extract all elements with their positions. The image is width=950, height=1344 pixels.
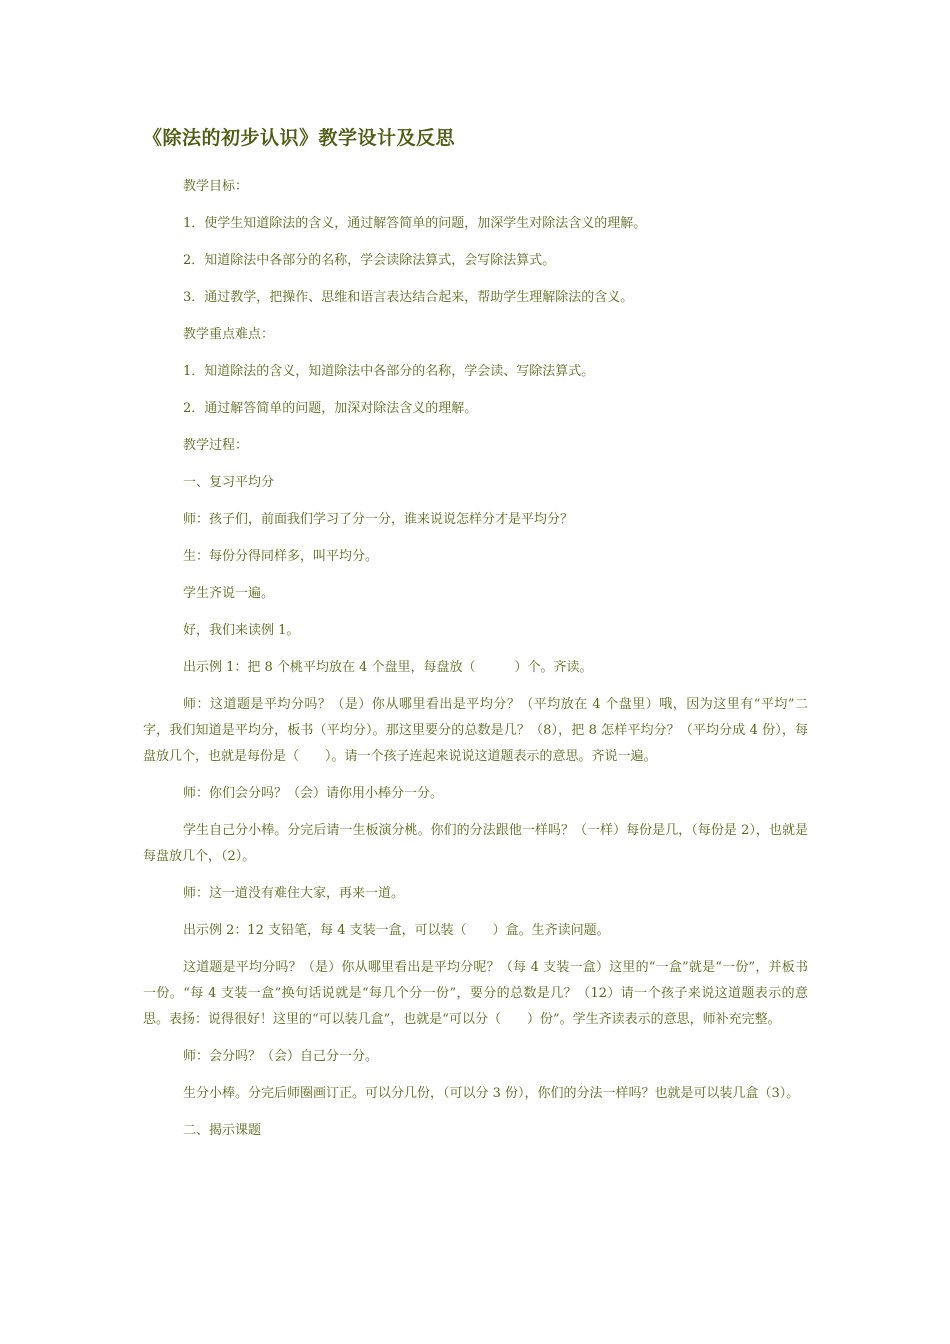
- paragraph-key-points-heading: 教学重点难点：: [183, 327, 275, 342]
- paragraph-teaching-goals-heading: 教学目标：: [183, 179, 249, 194]
- paragraph-example-1: 出示例 1：把 8 个桃平均放在 4 个盘里，每盘放（ ）个。齐读。: [183, 660, 593, 675]
- document-body: [143, 174, 808, 1144]
- paragraph-dialogue: 师：这一道没有难住大家，再来一道。: [183, 886, 405, 901]
- paragraph-dialogue: 师：这道题是平均分吗？（是）你从哪里看出是平均分？（平均放在 4 个盘里）哦，因为这里有“平均”二字，我们知道是平均分，板书（平均分）。那这里要分的总数是几？（8），把 8 怎样平均分？（平均分成 4 份），每盘放几个，也就是每份是（ ）。请一个孩子连起来说说这道题表示的意思。齐说一遍。: [143, 697, 808, 764]
- document-page: [143, 122, 808, 1155]
- paragraph-section-2-heading: 二、揭示课题: [183, 1123, 262, 1138]
- paragraph-dialogue: 好，我们来读例 1。: [183, 623, 300, 638]
- paragraph-process-heading: 教学过程：: [183, 438, 249, 453]
- paragraph-dialogue: 这道题是平均分吗？（是）你从哪里看出是平均分呢？（每 4 支装一盒）这里的“一盒”就是“一份”，并板书一份。“每 4 支装一盒”换句话说就是“每几个分一份”，要分的总数是几？（12）请一个孩子来说这道题表示的意思。表扬：说得很好！这里的“可以装几盒”，也就是“可以分（ ）份”。学生齐读表示的意思，师补充完整。: [143, 960, 808, 1027]
- paragraph-dialogue: 师：孩子们，前面我们学习了分一分，谁来说说怎样分才是平均分？: [183, 512, 574, 527]
- document-title: 《除法的初步认识》教学设计及反思: [143, 127, 456, 149]
- paragraph-dialogue: 学生自己分小棒。分完后请一生板演分桃。你们的分法跟他一样吗？（一样）每份是几，（每份是 2），也就是每盘放几个，（2）。: [143, 823, 808, 864]
- paragraph-key-point-1: 1．知道除法的含义，知道除法中各部分的名称，学会读、写除法算式。: [183, 364, 595, 379]
- paragraph-dialogue: 生分小棒。分完后师圈画订正。可以分几份，（可以分 3 份），你们的分法一样吗？也就是可以装几盒（3）。: [183, 1086, 800, 1101]
- paragraph-dialogue: 师：你们会分吗？（会）请你用小棒分一分。: [183, 786, 444, 801]
- paragraph-dialogue: 学生齐说一遍。: [183, 586, 275, 601]
- paragraph-goal-2: 2．知道除法中各部分的名称，学会读除法算式，会写除法算式。: [183, 253, 556, 268]
- paragraph-goal-3: 3．通过教学，把操作、思维和语言表达结合起来，帮助学生理解除法的含义。: [183, 290, 634, 305]
- paragraph-dialogue: 生：每份分得同样多，叫平均分。: [183, 549, 379, 564]
- paragraph-key-point-2: 2．通过解答简单的问题，加深对除法含义的理解。: [183, 401, 478, 416]
- paragraph-example-2: 出示例 2：12 支铅笔，每 4 支装一盒，可以装（ ）盒。生齐读问题。: [183, 923, 610, 938]
- paragraph-section-1-heading: 一、复习平均分: [183, 475, 275, 490]
- paragraph-goal-1: 1．使学生知道除法的含义，通过解答简单的问题，加深学生对除法含义的理解。: [183, 216, 647, 231]
- paragraph-dialogue: 师：会分吗？（会）自己分一分。: [183, 1049, 379, 1064]
